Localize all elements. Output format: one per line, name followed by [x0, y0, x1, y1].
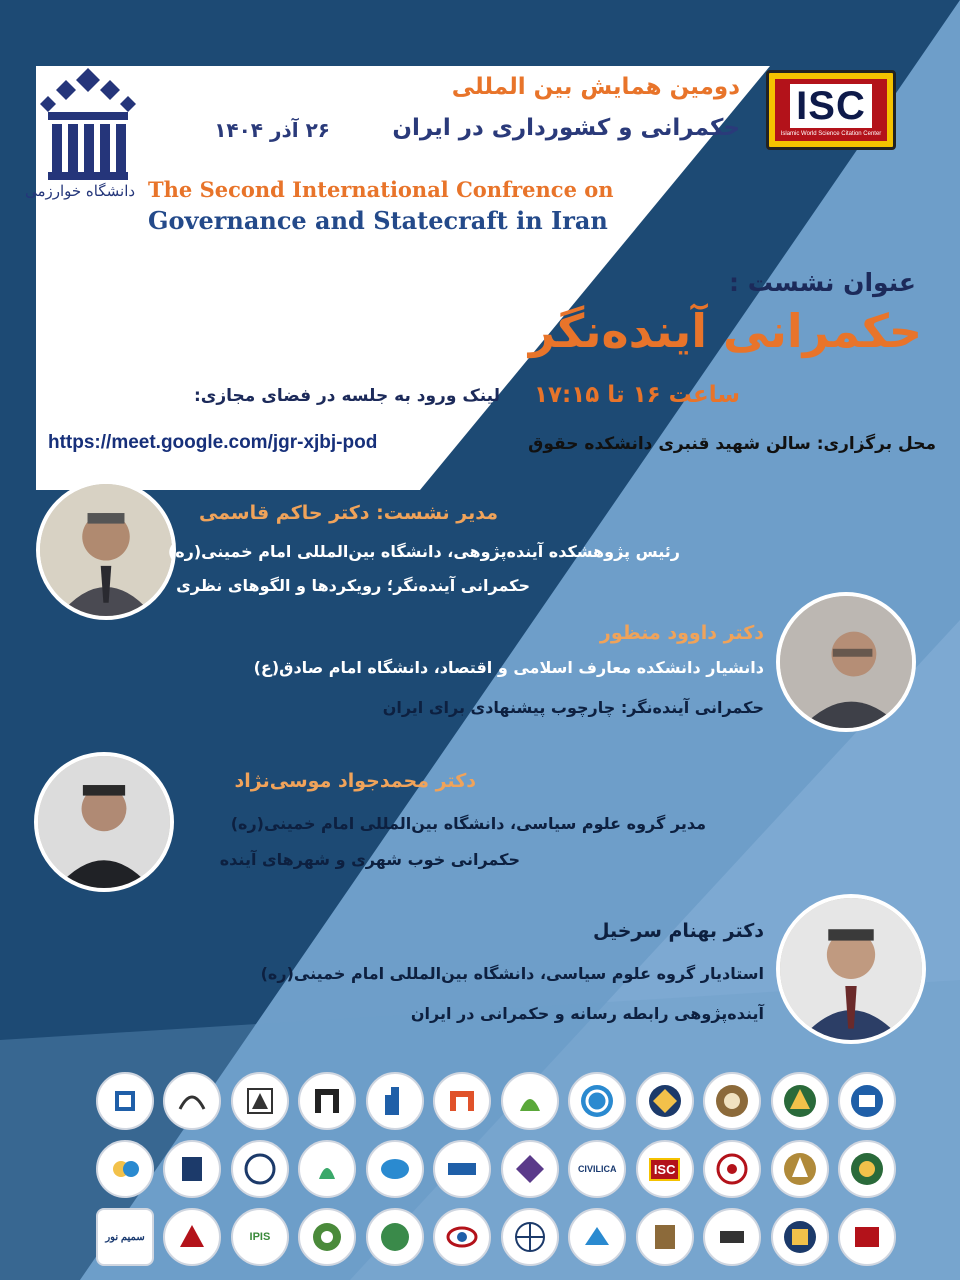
university-name: دانشگاه خوارزمی [24, 182, 136, 200]
sponsor-logo [501, 1208, 559, 1266]
online-link-label: لینک ورود به جلسه در فضای مجازی: [194, 386, 500, 406]
sponsor-logo [771, 1208, 829, 1266]
sponsor-logo [636, 1208, 694, 1266]
conference-title-en-line2: Governance and Statecraft in Iran [148, 206, 608, 235]
session-label: عنوان نشست : [729, 268, 916, 297]
speaker-4-affiliation: استادیار گروه علوم سیاسی، دانشگاه بین‌المللی امام خمینی(ره) [260, 964, 764, 983]
sponsor-logo [703, 1072, 761, 1130]
sponsor-logo [96, 1208, 154, 1266]
speaker-1-name: مدیر نشست: دکتر حاکم قاسمی [198, 502, 498, 524]
speaker-3-photo [34, 752, 174, 892]
sponsor-logo [163, 1208, 221, 1266]
speaker-4-photo [776, 894, 926, 1044]
isc-logo-subtitle: Islamic World Science Citation Center [780, 130, 882, 137]
sponsor-logo [703, 1140, 761, 1198]
sponsor-logo [568, 1072, 626, 1130]
sponsor-logo [636, 1072, 694, 1130]
sponsor-logo [163, 1140, 221, 1198]
sponsor-logo [298, 1140, 356, 1198]
sponsor-logo [96, 1140, 154, 1198]
meeting-link[interactable]: https://meet.google.com/jgr-xjbj-pod [48, 432, 378, 453]
session-title: حکمرانی آینده‌نگر [528, 304, 922, 358]
sponsor-logo [96, 1072, 154, 1130]
sponsor-logos-row-3 [96, 1208, 896, 1266]
sponsor-logo-civilica: CIVILICA [577, 1164, 617, 1174]
sponsor-logo [771, 1140, 829, 1198]
session-time: ساعت ۱۶ تا ۱۷:۱۵ [533, 382, 740, 408]
speaker-3-affiliation: مدیر گروه علوم سیاسی، دانشگاه بین‌المللی امام خمینی(ره) [230, 814, 706, 833]
sponsor-logo [568, 1208, 626, 1266]
isc-logo [766, 70, 896, 150]
sponsor-logo-ipis: IPIS [249, 1231, 271, 1243]
sponsor-logo [163, 1072, 221, 1130]
sponsor-logos-row-2 [96, 1140, 896, 1198]
speaker-1-topic: حکمرانی آینده‌نگر؛ رویکردها و الگوهای نظری [176, 576, 530, 595]
speaker-3-topic: حکمرانی خوب شهری و شهرهای آینده [219, 850, 520, 869]
sponsor-logo [501, 1072, 559, 1130]
venue: محل برگزاری: سالن شهید قنبری دانشکده حقوق [528, 434, 936, 454]
sponsor-logo [838, 1140, 896, 1198]
sponsor-logo [231, 1208, 289, 1266]
sponsor-logo [838, 1072, 896, 1130]
conference-title-fa-line2: حکمرانی و کشورداری در ایران [392, 115, 740, 141]
isc-logo-text: ISC [790, 84, 872, 128]
sponsor-logo [568, 1140, 626, 1198]
sponsor-logo [636, 1140, 694, 1198]
sponsor-logo [231, 1140, 289, 1198]
sponsor-logo-samim-noor: سمیم نور [105, 1231, 145, 1243]
speaker-2-affiliation: دانشیار دانشکده معارف اسلامی و اقتصاد، دانشگاه امام صادق(ع) [253, 658, 764, 677]
conference-title-fa-line1: دومین همایش بین المللی [451, 74, 740, 100]
speaker-1-photo [36, 480, 176, 620]
sponsor-logo [433, 1140, 491, 1198]
sponsor-logo [366, 1208, 424, 1266]
conference-date: ۲۶ آذر ۱۴۰۴ [214, 118, 330, 142]
sponsor-logo [703, 1208, 761, 1266]
speaker-1-affiliation: رئیس پژوهشکده آینده‌پژوهی، دانشگاه بین‌المللی امام خمینی(ره) [167, 542, 680, 561]
speaker-2-topic: حکمرانی آینده‌نگر: چارچوب پیشنهادی برای ایران [382, 698, 764, 717]
sponsor-logo [231, 1072, 289, 1130]
speaker-4-name: دکتر بهنام سرخیل [592, 920, 764, 942]
sponsor-logo [838, 1208, 896, 1266]
sponsor-logo [433, 1208, 491, 1266]
sponsor-logo [433, 1072, 491, 1130]
speaker-4-topic: آینده‌پژوهی رابطه رسانه و حکمرانی در ایران [410, 1004, 764, 1023]
sponsor-logo [366, 1072, 424, 1130]
sponsor-logos [96, 1072, 896, 1272]
conference-title-en-line1: The Second International Confrence on [148, 177, 614, 202]
sponsor-logo [501, 1140, 559, 1198]
speaker-3-name: دکتر محمدجواد موسی‌نژاد [234, 770, 476, 792]
sponsor-logos-row-1 [96, 1072, 896, 1130]
sponsor-logo [298, 1208, 356, 1266]
sponsor-logo [771, 1072, 829, 1130]
speaker-2-photo [776, 592, 916, 732]
sponsor-logo [298, 1072, 356, 1130]
sponsor-logo-isc: ISC [649, 1158, 681, 1181]
sponsor-logo [366, 1140, 424, 1198]
speaker-2-name: دکتر داوود منظور [599, 622, 764, 644]
